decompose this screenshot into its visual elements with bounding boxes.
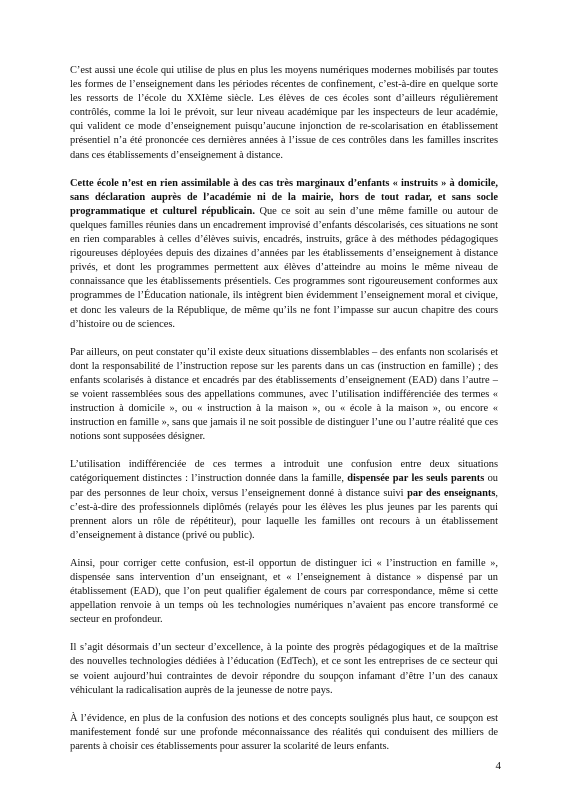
paragraph-2-bold-lead: Cette école n’est en rien assimilable à des cas très marginaux d’enfants « instruits » à domicile, sans déclaration auprès de l’académie ni de la mairie, hors de tout radar, et sans socle programmatique et culturel républicain.	[70, 177, 498, 217]
body-text	[70, 64, 498, 768]
paragraph-1	[70, 64, 498, 163]
paragraph-7	[70, 712, 498, 754]
paragraph-5-text: Ainsi, pour corriger cette confusion, est-il opportun de distinguer ici « l’instruction en famille », dispensée sans intervention d’un enseignant, et « l’enseignement à distance » dispensé par un établissement (EAD), que l’on peut qualifier également de cours par correspondance, même si cette appellation renvoie à un temps où les technologies numériques n’avaient pas encore transformé ce secteur en profondeur.	[70, 557, 498, 626]
paragraph-3	[70, 346, 498, 445]
paragraph-2-text: Que ce soit au sein d’une même famille ou autour de quelques familles réunies dans un encadrement improvisé d’enfants déscolarisés, ces situations ne sont en rien comparables à celles d’élèves suivis, encadrés, instruits, grâce à des méthodes pédagogiques rigoureuses déployées depuis des dizaines d’années par les établissements d’enseignement à distance privés, et dont les programmes permettent aux élèves d’atteindre au moins le même niveau de connaissance que les établissements présentiels. Ces programmes sont rigoureusement conformes aux programmes de l’Éducation nationale, ils intègrent bien évidemment l’enseignement moral et civique, et donc les valeurs de la République, de même qu’ils ne font l’impasse sur aucun chapitre des cours d’histoire ou de sciences.	[70, 205, 498, 330]
paragraph-6	[70, 641, 498, 697]
paragraph-6-text: Il s’agit désormais d’un secteur d’excellence, à la pointe des progrès pédagogiques et de la maîtrise des nouvelles technologies dédiées à l’éducation (EdTech), et ce sont les entreprises de ce secteur qui se voient aujourd’hui contraintes de devoir répondre du soupçon infamant d’être l’un des canaux véhiculant la radicalisation auprès de la jeunesse de notre pays.	[70, 642, 498, 696]
paragraph-4-bold-a: dispensée par les seuls parents	[347, 473, 485, 485]
paragraph-2	[70, 177, 498, 332]
paragraph-1-text: C’est aussi une école qui utilise de plus en plus les moyens numériques modernes mobilisés par toutes les formes de l’enseignement dans les périodes récentes de confinement, c’est-à-dire en quelque sorte les ressorts de l’école du XXIème siècle. Les élèves de ces écoles sont d’ailleurs régulièrement contrôlés, comme la loi le prévoit, sur leur niveau académique par les inspecteurs de leur académie, qui valident ce mode d’enseignement puisqu’aucune injonction de re-scolarisation en établissement présentiel n’a été prononcée ces dernières années à l’issue de ces contrôles dans les familles inscrites dans ces établissements d’enseignement à distance.	[70, 65, 498, 161]
paragraph-4-bold-b: par des enseignants	[407, 487, 496, 499]
paragraph-4	[70, 458, 498, 543]
page-number: 4	[495, 760, 501, 772]
paragraph-4-text-c: , c’est-à-dire des professionnels diplômés (relayés pour les élèves les plus jeunes par les parents qui prennent alors un rôle de répétiteur), pour laquelle les familles ont recours à un établissement d’enseignement à distance (privé ou public).	[70, 487, 498, 541]
paragraph-4-text-b: ou par des personnes de leur choix, versus l’enseignement donné à distance suivi	[70, 473, 498, 499]
paragraph-4-text-a: L’utilisation indifférenciée de ces termes a introduit une confusion entre deux situations catégoriquement distinctes : l’instruction donnée dans la famille,	[70, 459, 498, 485]
paragraph-7-text: À l’évidence, en plus de la confusion des notions et des concepts soulignés plus haut, ce soupçon est manifestement fondé sur une profonde méconnaissance des réalités qui conduisent des milliers de parents à choisir ces établissements pour assurer la scolarité de leurs enfants.	[70, 712, 498, 752]
paragraph-3-text: Par ailleurs, on peut constater qu’il existe deux situations dissemblables – des enfants non scolarisés et dont la responsabilité de l’instruction repose sur les parents dans un cas (instruction en famille) ; des enfants scolarisés à distance et encadrés par des établissements d’enseignement (EAD) dans l’autre – se voient rassemblées sous des appellations communes, avec l’utilisation indifférenciée des termes « instruction à domicile », ou « instruction à la maison », ou « école à la maison », ou encore « instruction en famille », sans que jamais il ne soit possible de distinguer l’une ou l’autre réalité que ces notions sont supposées désigner.	[70, 346, 498, 443]
paragraph-5	[70, 557, 498, 627]
